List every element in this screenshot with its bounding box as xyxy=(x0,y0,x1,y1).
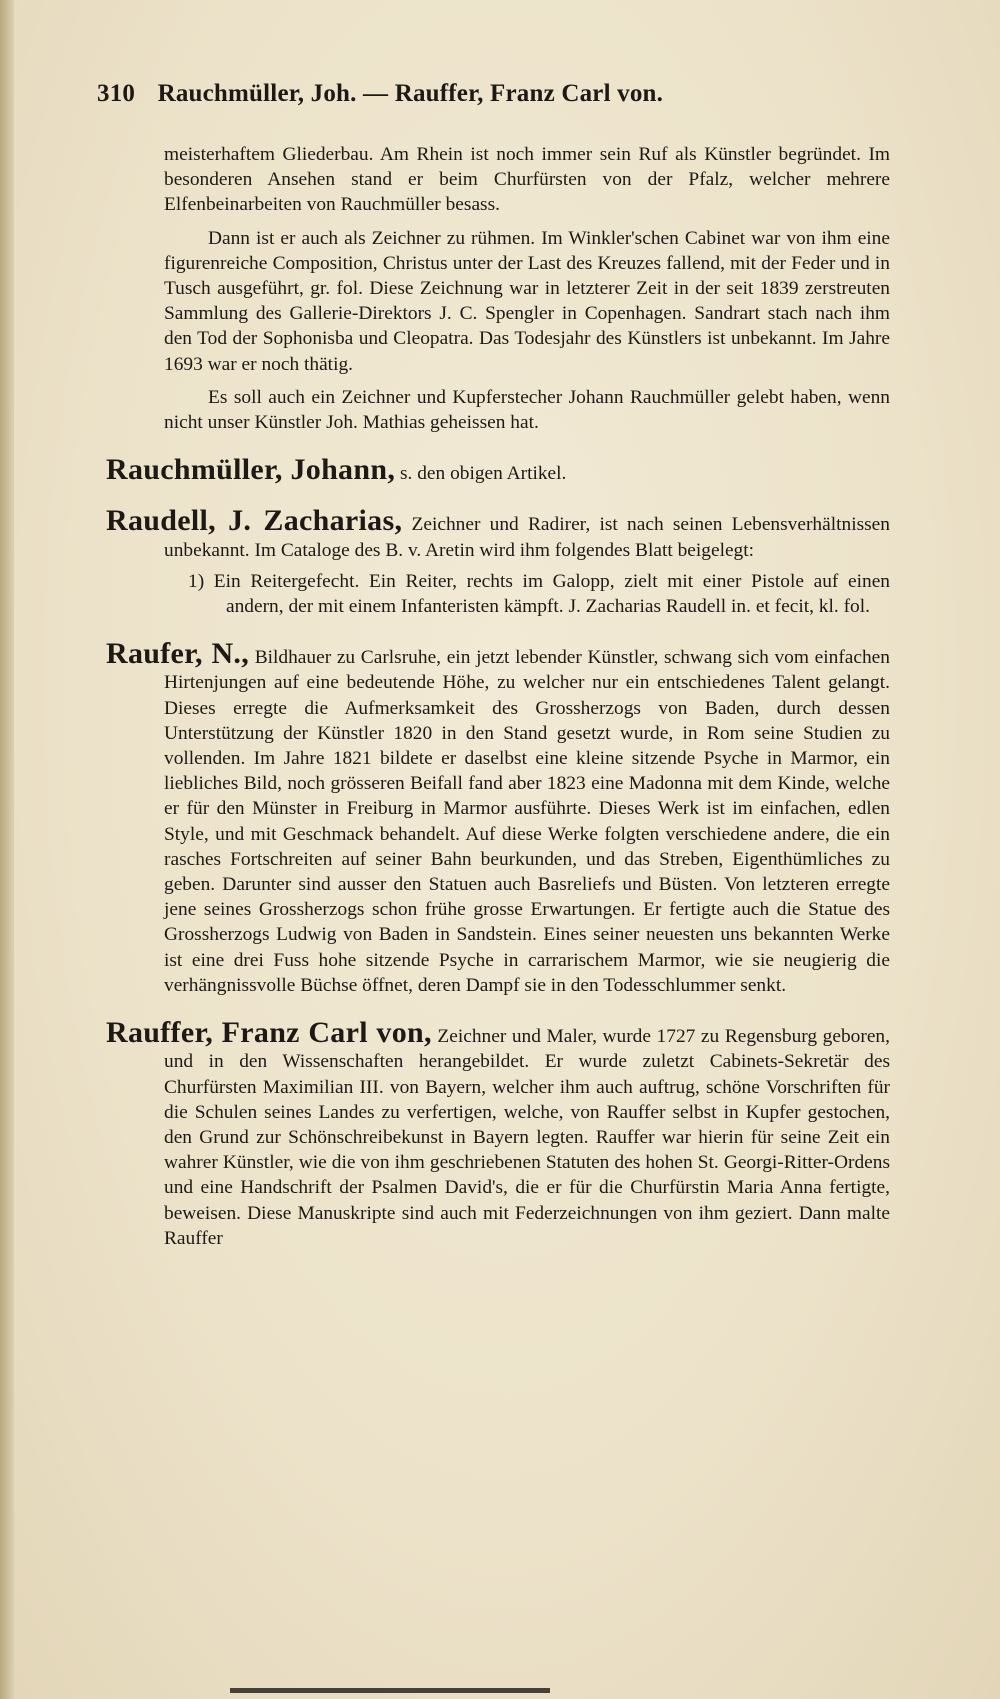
entry-text: s. den obigen Artikel. xyxy=(399,463,567,485)
entry-headword: Rauffer, Franz Carl von, xyxy=(106,1016,432,1050)
page-gutter-edge xyxy=(0,0,14,1699)
paragraph: Es soll auch ein Zeichner und Kupferstecher Johann Rauchmüller gelebt haben, wenn nicht unser Künstler Joh. Mathias geheissen hat. xyxy=(164,386,890,434)
entry-text: Zeichner und Maler, wurde 1727 zu Regensburg geboren, und in den Wissenschaften herangebildet. Er wurde zuletzt Cabinets-Sekretär des Churfürsten Maximilian III. von Bayern, welcher ihm auch auftrug, schöne Vorschriften für die Schulen seines Landes zu verfertigen, welche, von Rauffer selbst in Kupfer gestochen, den Grund zur Schönschreibekunst in Bayern legten. Rauffer war hierin für seine Zeit ein wahrer Künstler, wie die von ihm geschriebenen Statuten des hohen St. Georgi-Ritter-Ordens und eine Handschrift der Psalmen David's, die er für die Churfürstin Maria Anna fertigte, beweisen. Diese Manuskripte sind auch mit Federzeichnungen von ihm geziert. Dann malte Rauffer xyxy=(164,1026,890,1249)
running-head xyxy=(97,80,897,108)
entry-rauffer xyxy=(106,1016,890,1251)
entry-rauchmueller-johann xyxy=(106,453,890,487)
entry-headword: Raufer, N., xyxy=(106,637,250,671)
catalogue-item: 1) Ein Reitergefecht. Ein Reiter, rechts im Galopp, zielt mit einer Pistole auf einen andern, der mit einem Infanteristen kämpft. J. Zacharias Raudell in. et fecit, kl. fol. xyxy=(188,570,890,618)
page-bottom-rule xyxy=(230,1688,550,1693)
continued-paragraph: meisterhaftem Gliederbau. Am Rhein ist noch immer sein Ruf als Künstler begründet. Im besonderen Ansehen stand er beim Churfürsten von der Pfalz, welcher mehrere Elfenbeinarbeiten von Rauchmüller besass. xyxy=(164,144,890,216)
paragraph: Dann ist er auch als Zeichner zu rühmen. Im Winkler'schen Cabinet war von ihm eine figurenreiche Composition, Christus unter der Last des Kreuzes fallend, mit der Feder und in Tusch ausgeführt, gr. fol. Diese Zeichnung war in letzterer Zeit in der seit 1839 zerstreuten Sammlung des Gallerie-Direktors J. C. Spengler in Copenhagen. Sandrart stach nach ihm den Tod der Sophonisba und Cleopatra. Das Todesjahr des Künstlers ist unbekannt. Im Jahre 1693 war er noch thätig. xyxy=(164,227,890,375)
entry-headword: Raudell, J. Zacharias, xyxy=(106,504,403,538)
running-head-title: Rauchmüller, Joh. — Rauffer, Franz Carl von. xyxy=(157,80,664,107)
page-number: 310 xyxy=(97,80,136,107)
entry-raudell xyxy=(106,504,890,562)
entry-text: Zeichner und Radirer, ist nach seinen Lebensverhältnissen unbekannt. Im Cataloge des B. v. Aretin wird ihm folgendes Blatt beigelegt: xyxy=(164,514,890,561)
entry-text: Bildhauer zu Carlsruhe, ein jetzt lebender Künstler, schwang sich vom einfachen Hirtenjungen auf eine bedeutende Höhe, zu welcher nur ein entschiedenes Talent gelangt. Dieses erregte die Aufmerksamkeit des Grossherzogs von Baden, durch dessen Unterstützung der Künstler 1820 in den Stand gesetzt wurde, in Rom seine Studien zu vollenden. Im Jahre 1821 bildete er daselbst eine kleine sitzende Psyche in Marmor, ein liebliches Bild, noch grösseren Beifall fand aber 1823 eine Madonna mit dem Kinde, welche er für den Münster in Freiburg in Marmor ausführte. Dieses Werk ist im einfachen, edlen Style, und mit Geschmack behandelt. Auf diese Werke folgten verschiedene andere, die ein rasches Fortschreiten auf seiner Bahn beurkunden, und das Streben, Eigenthümliches zu geben. Darunter sind ausser den Statuen auch Basreliefs und Büsten. Von letzteren erregte jene seines Grossherzogs schon frühe grosse Erwartungen. Er fertigte auch die Statue des Grossherzogs Ludwig von Baden in Sandstein. Eines seiner neuesten uns bekannten Werke ist eine drei Fuss hohe sitzende Psyche in carrarischem Marmor, wie sie neugierig die verhängnissvolle Büchse öffnet, deren Dampf sie in den Todesschlummer senkt. xyxy=(164,647,890,996)
entry-raufer xyxy=(106,637,890,998)
page-body xyxy=(106,142,890,1251)
entry-headword: Rauchmüller, Johann, xyxy=(106,453,396,487)
